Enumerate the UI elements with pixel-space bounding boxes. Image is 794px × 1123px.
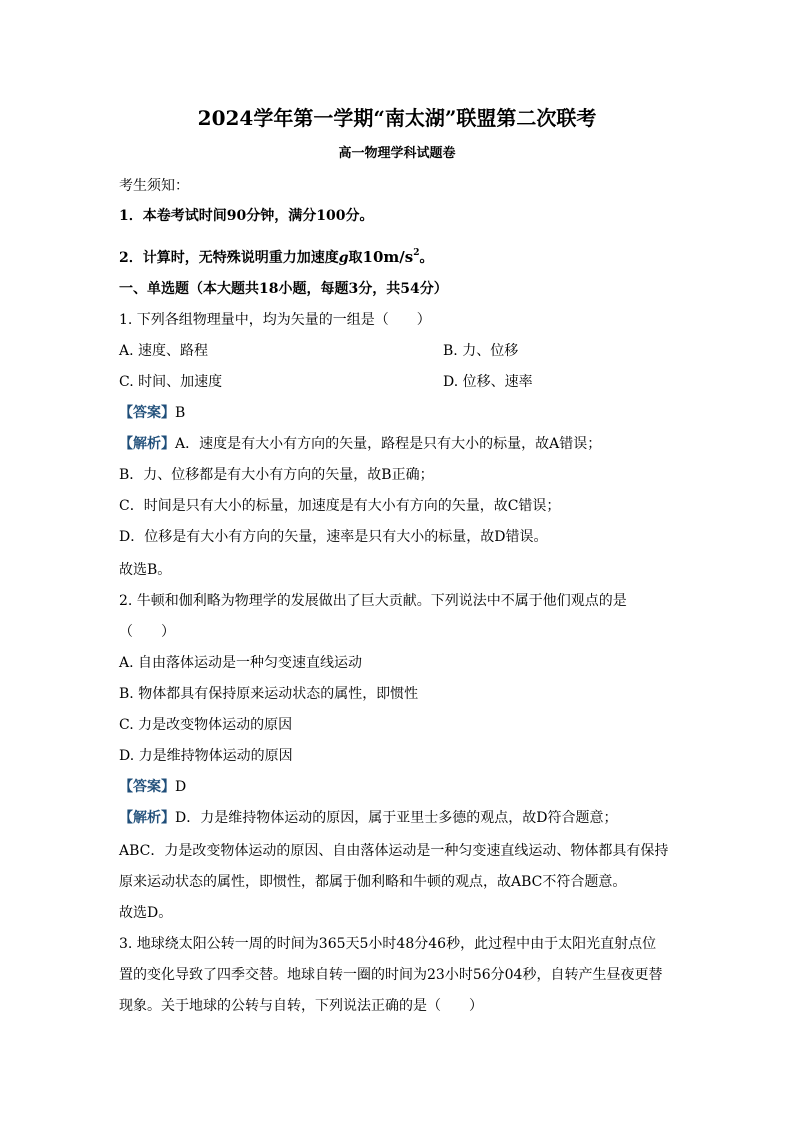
q2-option-d: D. 力是维持物体运动的原因 xyxy=(119,748,293,764)
q2-analysis-line-1: 【解析】D．力是维持物体运动的原因，属于亚里士多德的观点，故D符合题意； xyxy=(119,810,618,826)
gravity-value-formula xyxy=(363,248,420,266)
q1-option-b: B. 力、位移 xyxy=(443,343,519,359)
notice-item-2-prefix: 2．计算时，无特殊说明重力加速度 xyxy=(119,250,339,266)
analysis-tag: 【解析】 xyxy=(119,810,175,826)
gravity-value: 10m/s xyxy=(362,248,414,266)
q2-analysis-line-3: 原来运动状态的属性，即惯性，都属于伽利略和牛顿的观点，故ABC不符合题意。 xyxy=(119,874,627,890)
section-heading: 一、单选题（本大题共18小题，每题3分，共54分） xyxy=(119,281,448,297)
notice-heading: 考生须知： xyxy=(119,178,189,194)
q1-stem: 1. 下列各组物理量中，均为矢量的一组是（ ） xyxy=(119,312,431,328)
gravity-symbol: g xyxy=(338,250,349,266)
q2-analysis-line-2: ABC．力是改变物体运动的原因、自由落体运动是一种匀变速直线运动、物体都具有保持 xyxy=(119,843,669,859)
gravity-exponent: 2 xyxy=(413,248,420,258)
q1-answer xyxy=(119,403,185,423)
q2-option-a: A. 自由落体运动是一种匀变速直线运动 xyxy=(119,655,363,671)
q1-option-a: A. 速度、路程 xyxy=(119,343,209,359)
q1-conclusion: 故选B。 xyxy=(119,562,172,578)
q2-conclusion: 故选D。 xyxy=(119,905,173,921)
notice-item-2 xyxy=(119,243,433,268)
q3-stem-line-2: 置的变化导致了四季交替。地球自转一圈的时间为23小时56分04秒，自转产生昼夜更替 xyxy=(119,967,663,983)
answer-tag: 【答案】 xyxy=(119,405,175,421)
q1-analysis-line-3: C．时间是只有大小的标量，加速度是有大小有方向的矢量，故C错误； xyxy=(119,498,561,514)
q1-analysis-line-1: 【解析】A．速度是有大小有方向的矢量，路程是只有大小的标量，故A错误； xyxy=(119,436,602,452)
q1-option-c: C. 时间、加速度 xyxy=(119,374,223,390)
page-title: 2024学年第一学期“南太湖”联盟第二次联考 xyxy=(197,106,597,130)
page-subtitle: 高一物理学科试题卷 xyxy=(338,146,456,161)
analysis-tag: 【解析】 xyxy=(119,436,175,452)
q2-option-b: B. 物体都具有保持原来运动状态的属性，即惯性 xyxy=(119,686,419,702)
q1-analysis-line-2: B．力、位移都是有大小有方向的矢量，故B正确； xyxy=(119,467,434,483)
notice-item-2-mid: 取 xyxy=(348,250,363,266)
q3-stem-line-1: 3. 地球绕太阳公转一周的时间为365天5小时48分46秒，此过程中由于太阳光直射点位 xyxy=(119,936,657,952)
q3-stem-line-3: 现象。关于地球的公转与自转，下列说法正确的是（ ） xyxy=(119,998,483,1014)
q2-answer-value: D xyxy=(175,779,187,795)
q2-answer xyxy=(119,777,186,797)
q2-stem-line-1: 2. 牛顿和伽利略为物理学的发展做出了巨大贡献。下列说法中不属于他们观点的是 xyxy=(119,593,627,609)
notice-item-2-suffix: 。 xyxy=(419,250,434,266)
q1-analysis-line-4: D．位移是有大小有方向的矢量，速率是只有大小的标量，故D错误。 xyxy=(119,529,548,545)
q1-answer-value: B xyxy=(175,405,186,421)
q1-option-d: D. 位移、速率 xyxy=(443,374,533,390)
notice-item-1: 1．本卷考试时间90分钟，满分100分。 xyxy=(119,208,374,224)
answer-tag: 【答案】 xyxy=(119,779,175,795)
q2-option-c: C. 力是改变物体运动的原因 xyxy=(119,717,293,733)
q2-stem-line-2: （ ） xyxy=(119,624,175,640)
